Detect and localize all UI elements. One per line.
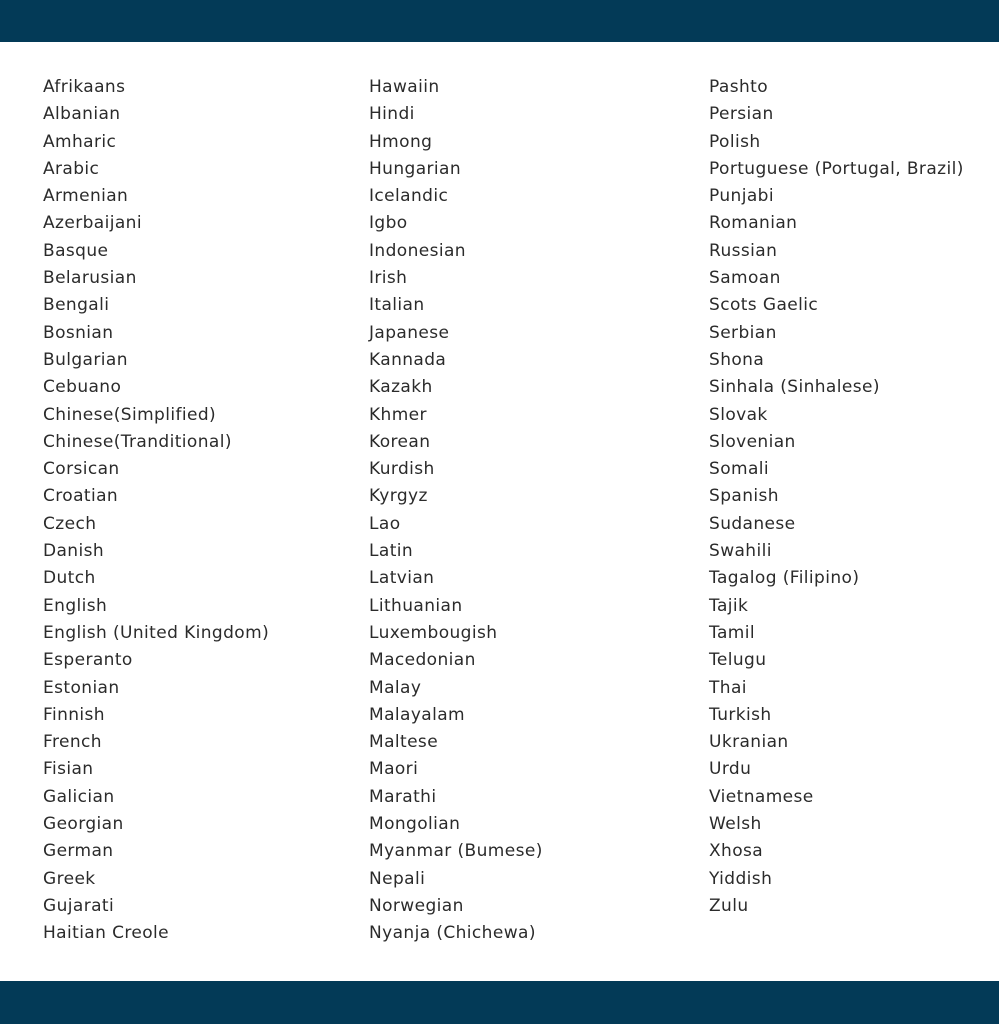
language-item: Nyanja (Chichewa) [369,923,536,944]
language-item: Punjabi [709,186,774,207]
language-item: Mongolian [369,814,461,835]
language-item: Georgian [43,814,124,835]
language-item: Persian [709,104,774,125]
language-item: Hawaiin [369,77,440,97]
language-item: Estonian [43,677,120,698]
language-item: Macedonian [369,650,476,671]
header-bar [0,0,999,42]
language-item: Azerbaijani [43,213,142,234]
language-item: Welsh [709,814,762,835]
language-item: Slovak [709,404,768,425]
language-item: Somali [709,459,770,480]
language-item: Fisian [43,759,94,780]
language-item: Kannada [369,349,447,370]
language-item: Czech [43,513,97,534]
language-item: Hmong [369,131,433,152]
language-item: Tajik [709,595,749,616]
language-item: Arabic [43,158,100,179]
language-item: Japanese [369,322,450,343]
language-item: Greek [43,868,96,889]
language-item: French [43,732,102,753]
language-item: Swahili [709,541,772,562]
language-item: Chinese(Simplified) [43,404,217,425]
language-item: Latvian [369,568,435,589]
language-item: Italian [369,295,425,316]
footer-bar [0,981,999,1024]
language-item: Russian [709,240,778,261]
language-item: Chinese(Tranditional) [43,431,232,452]
language-item: Khmer [369,404,427,425]
language-item: Basque [43,240,109,261]
language-item: Portuguese (Portugal, Brazil) [709,158,964,179]
language-item: Telugu [709,650,767,671]
language-item: Yiddish [709,868,773,889]
language-item: Belarusian [43,268,137,289]
language-item: Croatian [43,486,119,507]
language-item: English [43,595,108,616]
language-item: English (United Kingdom) [43,622,270,643]
language-item: Kurdish [369,459,435,480]
language-item: Ukranian [709,732,789,753]
language-item: Dutch [43,568,96,589]
language-item: Nepali [369,868,426,889]
language-item: Kazakh [369,377,433,398]
language-item: Hindi [369,104,415,125]
language-item: German [43,841,114,862]
language-item: Turkish [709,704,772,725]
language-item: Korean [369,431,431,452]
language-item: Icelandic [369,186,449,207]
language-item: Slovenian [709,431,796,452]
language-item: Sinhala (Sinhalese) [709,377,880,398]
language-item: Spanish [709,486,779,507]
language-item: Luxembougish [369,622,498,643]
language-item: Tamil [709,622,755,643]
language-item: Malay [369,677,422,698]
language-item: Irish [369,268,408,289]
language-item: Finnish [43,704,105,725]
language-item: Shona [709,349,765,370]
language-item: Lithuanian [369,595,463,616]
language-item: Sudanese [709,513,796,534]
language-item: Cebuano [43,377,122,398]
language-item: Hungarian [369,158,462,179]
language-item: Armenian [43,186,129,207]
language-item: Serbian [709,322,777,343]
language-item: Romanian [709,213,798,234]
language-item: Zulu [709,895,749,916]
language-item: Polish [709,131,761,152]
language-item: Igbo [369,213,408,234]
language-item: Bulgarian [43,349,128,370]
language-item: Albanian [43,104,121,125]
language-item: Vietnamese [709,786,814,807]
language-item: Scots Gaelic [709,295,819,316]
language-item: Bosnian [43,322,114,343]
language-item: Maori [369,759,419,780]
language-item: Myanmar (Bumese) [369,841,543,862]
language-column-1 [43,74,269,948]
language-item: Tagalog (Filipino) [709,568,860,589]
language-item: Esperanto [43,650,133,671]
language-item: Pashto [709,77,769,97]
language-item: Xhosa [709,841,764,862]
language-item: Kyrgyz [369,486,428,507]
language-item: Afrikaans [43,77,126,97]
language-item: Lao [369,513,401,534]
language-item: Bengali [43,295,110,316]
language-item: Amharic [43,131,117,152]
language-column-2 [369,74,543,948]
language-column-3 [709,74,964,920]
language-item: Maltese [369,732,439,753]
language-item: Corsican [43,459,120,480]
language-item: Haitian Creole [43,923,170,944]
language-item: Gujarati [43,895,115,916]
language-item: Latin [369,541,414,562]
language-item: Galician [43,786,115,807]
language-item: Samoan [709,268,781,289]
language-item: Malayalam [369,704,466,725]
language-item: Danish [43,541,105,562]
language-item: Marathi [369,786,437,807]
language-item: Norwegian [369,895,464,916]
language-item: Indonesian [369,240,466,261]
language-item: Urdu [709,759,752,780]
language-item: Thai [709,677,747,698]
